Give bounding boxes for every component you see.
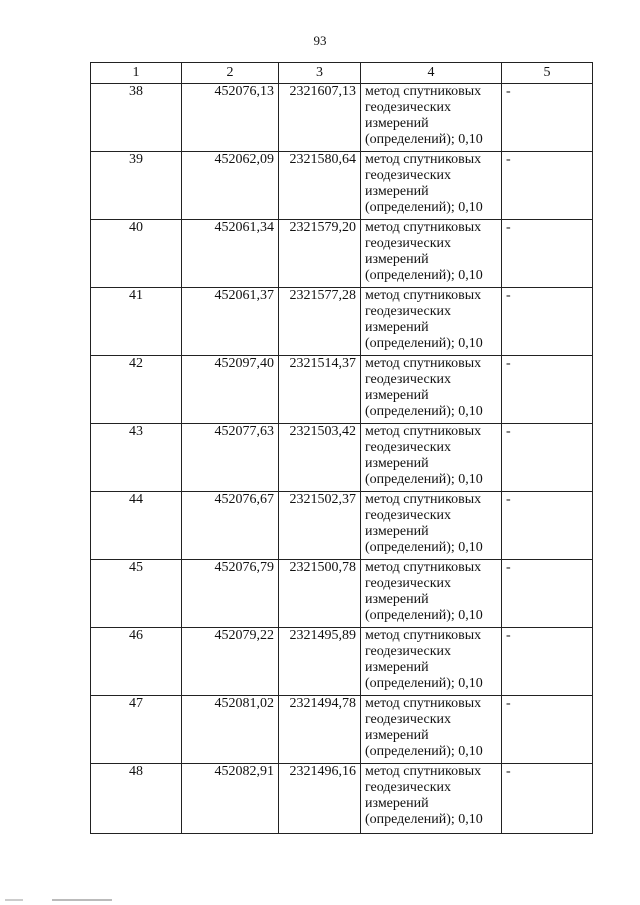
x-coordinate-cell: 452061,37	[182, 288, 279, 356]
point-number-cell: 40	[91, 220, 182, 288]
method-line: метод спутниковых	[365, 696, 482, 711]
column-header-4: 4	[361, 63, 502, 84]
x-coordinate-cell: 452077,63	[182, 424, 279, 492]
method-line: геодезических	[365, 712, 452, 727]
method-line: геодезических	[365, 236, 452, 251]
method-cell	[361, 764, 502, 834]
table-row	[91, 424, 593, 492]
page-number: 93	[313, 33, 327, 48]
method-line: геодезических	[365, 168, 452, 183]
column-header-5: 5	[502, 63, 593, 84]
method-line: измерений	[365, 592, 429, 607]
table-row	[91, 356, 593, 424]
method-cell	[361, 492, 502, 560]
table-row	[91, 628, 593, 696]
method-line: (определений); 0,10	[365, 472, 483, 487]
y-coordinate-cell: 2321500,78	[279, 560, 361, 628]
table-row	[91, 764, 593, 834]
point-number-cell: 45	[91, 560, 182, 628]
x-coordinate-cell: 452082,91	[182, 764, 279, 834]
method-line: измерений	[365, 728, 429, 743]
table-row	[91, 560, 593, 628]
note-cell: -	[502, 424, 593, 492]
y-coordinate-cell: 2321580,64	[279, 152, 361, 220]
method-cell	[361, 560, 502, 628]
method-line: измерений	[365, 796, 429, 811]
method-line: геодезических	[365, 576, 452, 591]
note-cell: -	[502, 764, 593, 834]
y-coordinate-cell: 2321607,13	[279, 84, 361, 152]
note-cell: -	[502, 220, 593, 288]
method-cell	[361, 152, 502, 220]
method-cell	[361, 84, 502, 152]
method-line: (определений); 0,10	[365, 404, 483, 419]
note-cell: -	[502, 84, 593, 152]
point-number-cell: 42	[91, 356, 182, 424]
x-coordinate-cell: 452062,09	[182, 152, 279, 220]
point-number-cell: 38	[91, 84, 182, 152]
note-cell: -	[502, 492, 593, 560]
method-line: геодезических	[365, 372, 452, 387]
method-cell	[361, 356, 502, 424]
method-line: геодезических	[365, 780, 452, 795]
method-line: измерений	[365, 388, 429, 403]
y-coordinate-cell: 2321494,78	[279, 696, 361, 764]
scan-artifact-mark	[52, 899, 112, 901]
method-cell	[361, 288, 502, 356]
method-line: измерений	[365, 456, 429, 471]
table-body	[91, 84, 593, 834]
method-line: (определений); 0,10	[365, 200, 483, 215]
point-number-cell: 47	[91, 696, 182, 764]
point-number-cell: 41	[91, 288, 182, 356]
method-line: метод спутниковых	[365, 764, 482, 779]
method-line: метод спутниковых	[365, 220, 482, 235]
x-coordinate-cell: 452081,02	[182, 696, 279, 764]
method-cell	[361, 424, 502, 492]
point-number-cell: 44	[91, 492, 182, 560]
method-line: измерений	[365, 252, 429, 267]
method-line: геодезических	[365, 644, 452, 659]
method-line: измерений	[365, 184, 429, 199]
table-row	[91, 220, 593, 288]
column-header-3: 3	[279, 63, 361, 84]
method-line: (определений); 0,10	[365, 268, 483, 283]
method-line: метод спутниковых	[365, 84, 482, 99]
y-coordinate-cell: 2321577,28	[279, 288, 361, 356]
method-line: измерений	[365, 660, 429, 675]
method-line: метод спутниковых	[365, 492, 482, 507]
method-line: (определений); 0,10	[365, 540, 483, 555]
method-line: геодезических	[365, 304, 452, 319]
note-cell: -	[502, 628, 593, 696]
x-coordinate-cell: 452076,67	[182, 492, 279, 560]
method-line: (определений); 0,10	[365, 676, 483, 691]
method-line: геодезических	[365, 508, 452, 523]
x-coordinate-cell: 452061,34	[182, 220, 279, 288]
y-coordinate-cell: 2321502,37	[279, 492, 361, 560]
method-line: измерений	[365, 524, 429, 539]
column-header-1: 1	[91, 63, 182, 84]
method-line: (определений); 0,10	[365, 812, 483, 827]
method-line: геодезических	[365, 100, 452, 115]
table-row	[91, 288, 593, 356]
point-number-cell: 46	[91, 628, 182, 696]
method-line: (определений); 0,10	[365, 132, 483, 147]
method-line: метод спутниковых	[365, 356, 482, 371]
x-coordinate-cell: 452097,40	[182, 356, 279, 424]
method-line: геодезических	[365, 440, 452, 455]
point-number-cell: 39	[91, 152, 182, 220]
method-line: метод спутниковых	[365, 628, 482, 643]
method-cell	[361, 628, 502, 696]
x-coordinate-cell: 452079,22	[182, 628, 279, 696]
table-row	[91, 152, 593, 220]
y-coordinate-cell: 2321514,37	[279, 356, 361, 424]
method-line: (определений); 0,10	[365, 608, 483, 623]
point-number-cell: 48	[91, 764, 182, 834]
x-coordinate-cell: 452076,13	[182, 84, 279, 152]
method-cell	[361, 696, 502, 764]
method-line: метод спутниковых	[365, 288, 482, 303]
point-number-cell: 43	[91, 424, 182, 492]
method-line: (определений); 0,10	[365, 336, 483, 351]
method-line: (определений); 0,10	[365, 744, 483, 759]
note-cell: -	[502, 696, 593, 764]
y-coordinate-cell: 2321495,89	[279, 628, 361, 696]
table-row	[91, 84, 593, 152]
note-cell: -	[502, 356, 593, 424]
coordinates-table	[90, 62, 593, 834]
header-row	[91, 63, 593, 84]
note-cell: -	[502, 560, 593, 628]
table-row	[91, 696, 593, 764]
y-coordinate-cell: 2321496,16	[279, 764, 361, 834]
method-cell	[361, 220, 502, 288]
note-cell: -	[502, 288, 593, 356]
y-coordinate-cell: 2321579,20	[279, 220, 361, 288]
scan-artifact-mark	[5, 899, 23, 901]
table-row	[91, 492, 593, 560]
x-coordinate-cell: 452076,79	[182, 560, 279, 628]
column-header-2: 2	[182, 63, 279, 84]
method-line: метод спутниковых	[365, 560, 482, 575]
method-line: измерений	[365, 116, 429, 131]
method-line: метод спутниковых	[365, 152, 482, 167]
y-coordinate-cell: 2321503,42	[279, 424, 361, 492]
note-cell: -	[502, 152, 593, 220]
method-line: метод спутниковых	[365, 424, 482, 439]
method-line: измерений	[365, 320, 429, 335]
